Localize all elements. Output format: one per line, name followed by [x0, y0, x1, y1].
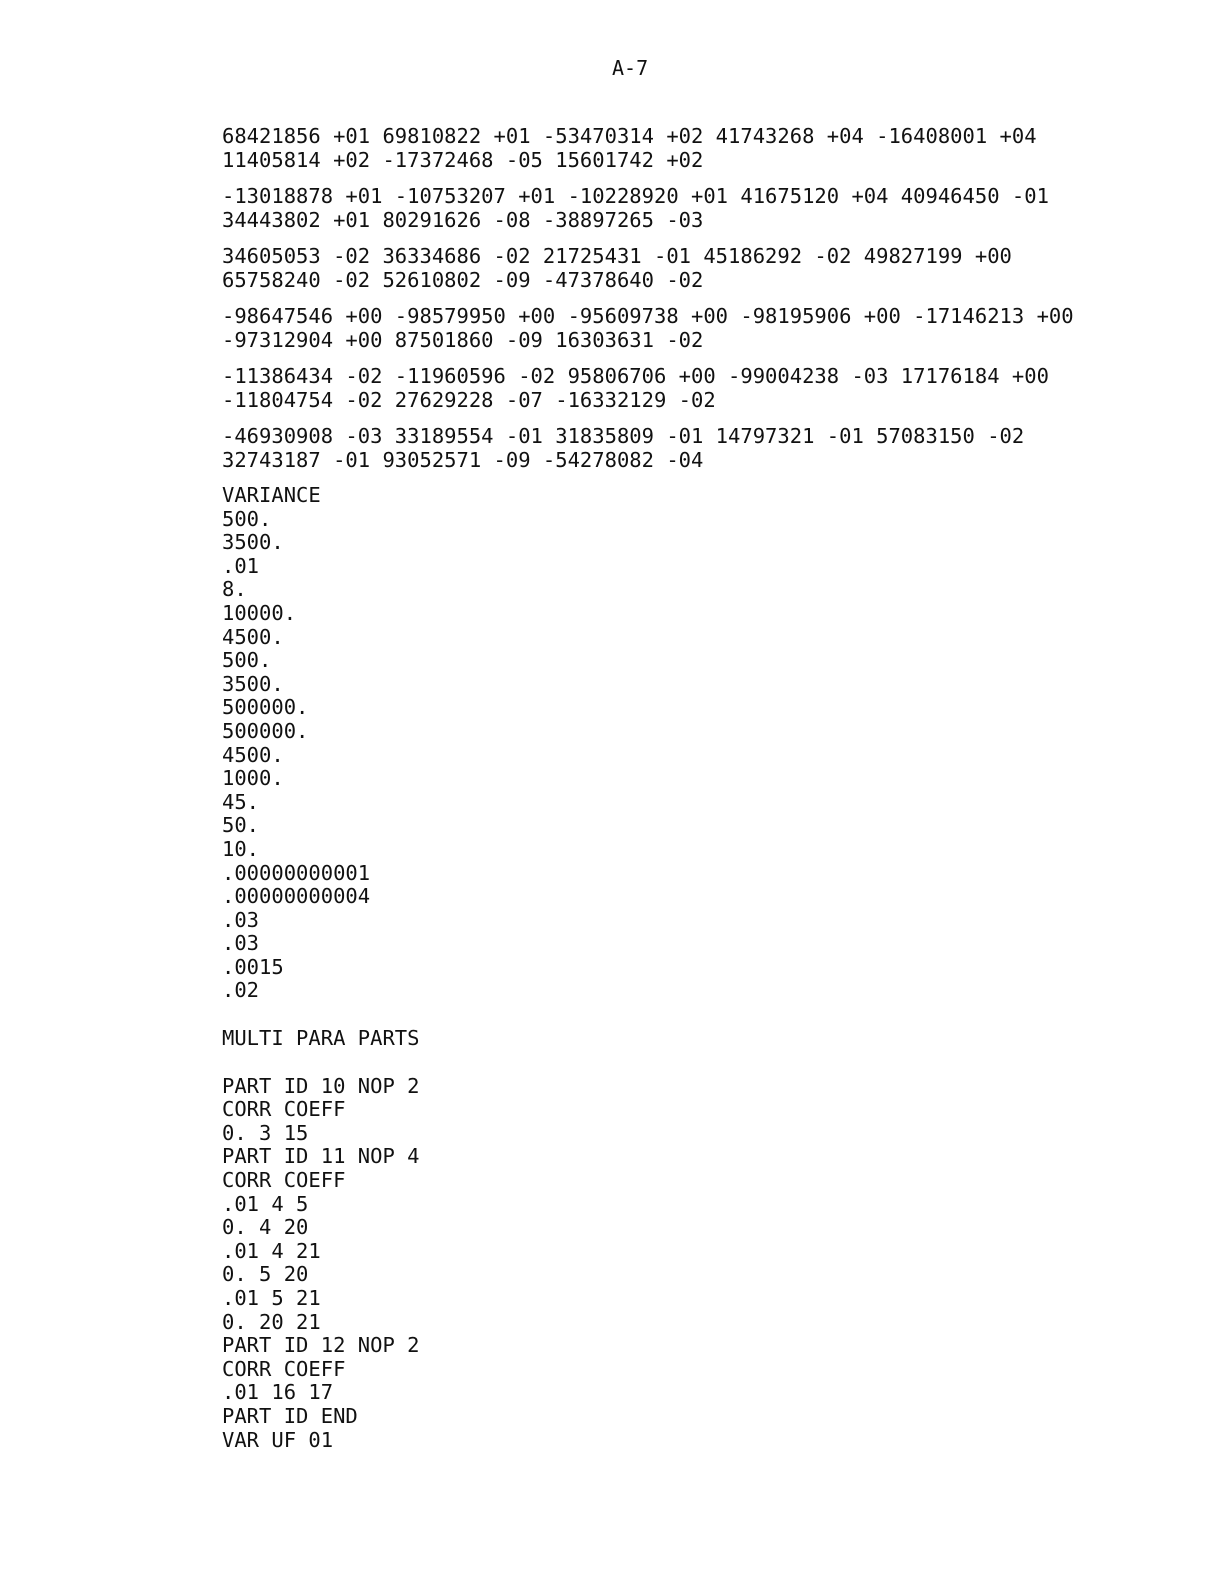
variance-value: 3500. [222, 671, 284, 696]
data-block [222, 184, 1182, 232]
variance-value: 45. [222, 789, 260, 814]
variance-value: .03 [222, 931, 260, 956]
variance-value: 500000. [222, 695, 309, 720]
document-body [222, 124, 1182, 1452]
multi-para-heading-block [222, 1027, 1182, 1051]
variance-value: 10. [222, 836, 260, 861]
data-line: 65758240 -02 52610802 -09 -47378640 -02 [222, 268, 704, 292]
variance-value: 4500. [222, 624, 284, 649]
multi-para-line: PART ID 11 NOP 4 [222, 1144, 420, 1169]
data-line: -11386434 -02 -11960596 -02 95806706 +00 -99004238 -03 17176184 +00 [222, 364, 1049, 388]
multi-para-line: PART ID 10 NOP 2 [222, 1073, 420, 1098]
variance-value: .02 [222, 978, 260, 1003]
variance-value: .0015 [222, 954, 284, 979]
multi-para-line: CORR COEFF [222, 1168, 346, 1193]
data-line: 34605053 -02 36334686 -02 21725431 -01 45186292 -02 49827199 +00 [222, 244, 1012, 268]
variance-value: .00000000004 [222, 884, 371, 909]
variance-value: 8. [222, 577, 247, 602]
variance-value: .01 [222, 553, 260, 578]
data-line: 34443802 +01 80291626 -08 -38897265 -03 [222, 208, 704, 232]
section-gap [222, 1003, 1182, 1027]
variance-value: 4500. [222, 742, 284, 767]
variance-value: .03 [222, 907, 260, 932]
page-number: A-7 [612, 56, 649, 80]
variance-value: 500. [222, 506, 272, 531]
data-line: 32743187 -01 93052571 -09 -54278082 -04 [222, 448, 704, 472]
data-block [222, 244, 1182, 292]
multi-para-line: PART ID END [222, 1403, 358, 1428]
multi-para-line: CORR COEFF [222, 1097, 346, 1122]
variance-value: 50. [222, 813, 260, 838]
multi-para-section [222, 1075, 1182, 1453]
variance-value: 500000. [222, 718, 309, 743]
multi-para-line: PART ID 12 NOP 2 [222, 1333, 420, 1358]
data-block [222, 424, 1182, 472]
multi-para-line: .01 5 21 [222, 1286, 321, 1310]
variance-value: .00000000001 [222, 860, 371, 885]
data-line: -98647546 +00 -98579950 +00 -95609738 +00 -98195906 +00 -17146213 +00 [222, 304, 1074, 328]
data-line: -13018878 +01 -10753207 +01 -10228920 +01 41675120 +04 40946450 -01 [222, 184, 1049, 208]
multi-para-line: 0. 4 20 [222, 1215, 309, 1240]
data-line: 11405814 +02 -17372468 -05 15601742 +02 [222, 148, 704, 172]
data-blocks [222, 124, 1182, 472]
data-line: -97312904 +00 87501860 -09 16303631 -02 [222, 328, 704, 352]
data-line: -46930908 -03 33189554 -01 31835809 -01 14797321 -01 57083150 -02 [222, 424, 1025, 448]
multi-para-line: VAR UF 01 [222, 1427, 334, 1452]
data-line: -11804754 -02 27629228 -07 -16332129 -02 [222, 388, 716, 412]
multi-para-line: CORR COEFF [222, 1356, 346, 1381]
variance-value: 10000. [222, 600, 297, 625]
data-block [222, 364, 1182, 412]
multi-para-line: 0. 3 15 [222, 1120, 309, 1145]
section-gap [222, 1051, 1182, 1075]
data-block [222, 304, 1182, 352]
variance-heading: VARIANCE [222, 483, 321, 507]
multi-para-line: .01 16 17 [222, 1380, 334, 1405]
variance-section [222, 484, 1182, 1003]
variance-value: 1000. [222, 766, 284, 791]
multi-para-line: .01 4 21 [222, 1238, 321, 1263]
data-line: 68421856 +01 69810822 +01 -53470314 +02 41743268 +04 -16408001 +04 [222, 124, 1037, 148]
data-block [222, 124, 1182, 172]
multi-para-line: .01 4 5 [222, 1191, 309, 1216]
multi-para-heading: MULTI PARA PARTS [222, 1026, 420, 1051]
multi-para-line: 0. 20 21 [222, 1309, 321, 1334]
multi-para-line: 0. 5 20 [222, 1262, 309, 1287]
variance-value: 500. [222, 648, 272, 673]
variance-value: 3500. [222, 530, 284, 555]
